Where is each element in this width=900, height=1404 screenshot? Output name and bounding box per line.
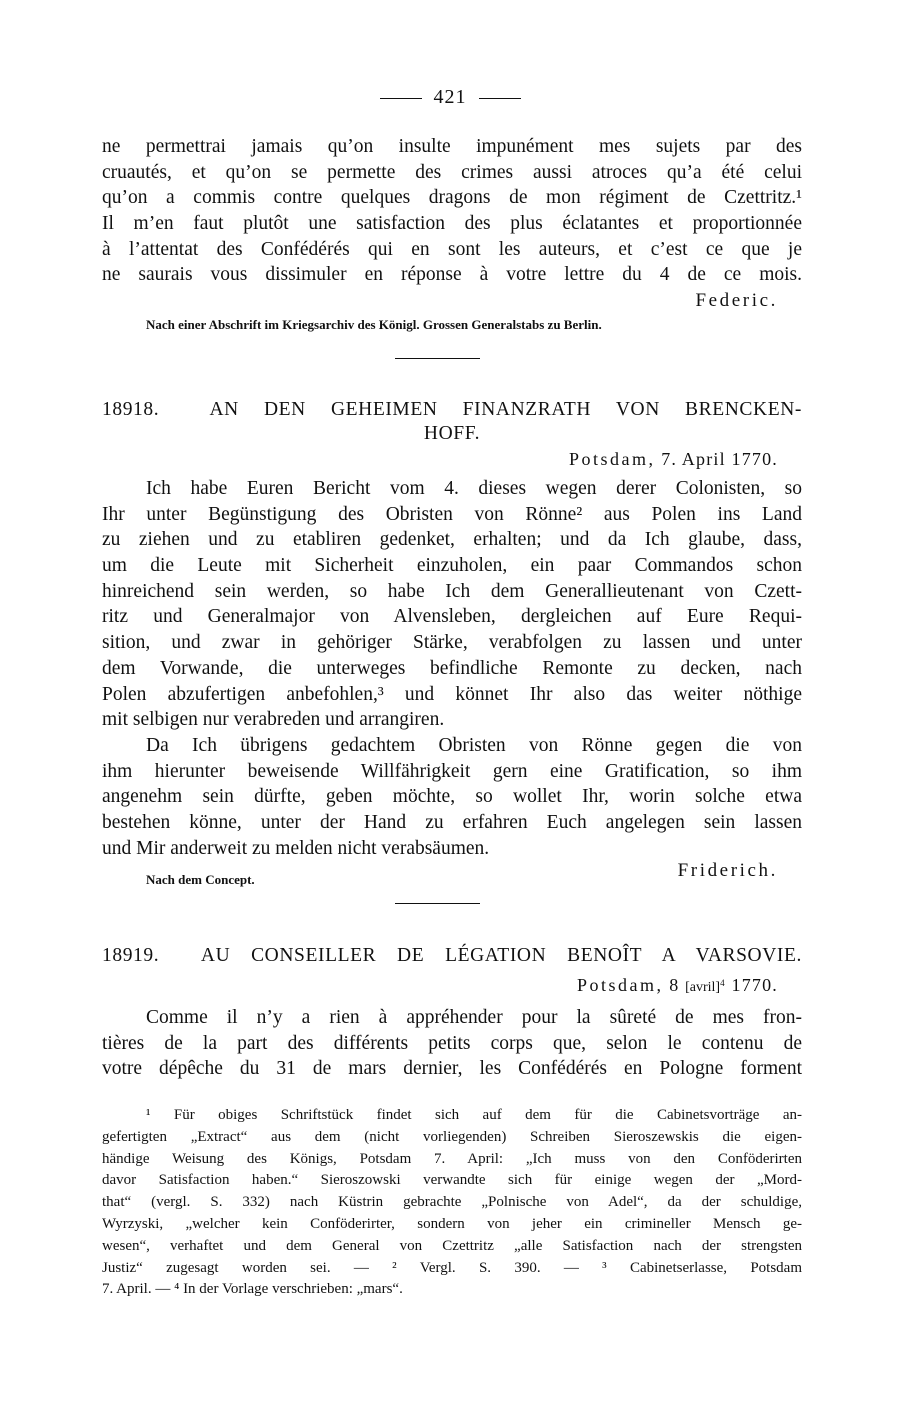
place: Potsdam,: [568, 449, 656, 469]
letter-heading-line: AU CONSEILLER DE LÉGATION BENOÎT A VARSOVIE.: [200, 945, 803, 966]
text-line: Da Ich übrigens gedachtem Obristen von Rönne gegen die von: [146, 734, 802, 756]
text-line: angenehm sein dürfte, geben möchte, so wollet Ihr, worin solche etwa: [102, 786, 802, 808]
text-line: votre dépêche du 31 de mars dernier, les Confédérés en Pologne forment: [102, 1058, 802, 1080]
text-line: und Mir anderweit zu melden nicht verabsäumen.: [102, 837, 490, 859]
text-line: Il m’en faut plutôt une satisfaction des plus éclatantes et proportionnée: [102, 213, 802, 235]
text-line: qu’on a commis contre quelques dragons de mon régiment de Czettritz.¹: [102, 187, 802, 209]
text-line: ne permettrai jamais qu’on insulte impunément mes sujets par des: [102, 136, 802, 157]
footnote-line: davor Satisfaction haben.“ Sieroszowski verwandte sich für einige wegen der „Mord-: [102, 1172, 802, 1189]
text-line: mit selbigen nur verabreden und arrangiren.: [102, 709, 445, 731]
text-line: Ihr unter Begünstigung des Obristen von Rönne² aus Polen ins Land: [102, 503, 802, 525]
date-bracket: [avril]: [685, 980, 721, 995]
text-line: tières de la part des différents petits corps que, selon le contenu de: [102, 1032, 802, 1054]
text-line: Ich habe Euren Bericht vom 4. dieses wegen derer Colonisten, so: [146, 478, 802, 499]
letter-number: 18918.: [102, 399, 160, 420]
date-year: 1770.: [731, 975, 778, 995]
letter-1-signature: Federic.: [695, 290, 778, 311]
letter-3-heading: [102, 944, 802, 968]
footnote-line: Justiz“ zugesagt worden sei. — ² Vergl. S. 390. — ³ Cabinetserlasse, Potsdam: [102, 1259, 802, 1276]
footnote-line: wesen“, verhaftet und dem General von Czettritz „alle Satisfaction nach der strengsten: [102, 1237, 802, 1254]
letter-2-source: Nach dem Concept.: [146, 872, 255, 887]
text-line: ritz und Generalmajor von Alvensleben, dergleichen auf Eure Requi-: [102, 606, 802, 628]
section-divider: [395, 903, 480, 904]
text-line: dem Vorwande, die unterweges befindliche Remonte zu decken, nach: [102, 657, 802, 679]
text-line: ihm hierunter beweisende Willfährigkeit gern eine Gratification, so ihm: [102, 760, 802, 782]
footnotes: [102, 1105, 802, 1301]
text-line: cruautés, et qu’on se permette des crimes aussi atroces qu’a été celui: [102, 161, 802, 183]
footnote-line: händige Weisung des Königs, Potsdam 7. April: „Ich muss von den Conföderirten: [102, 1150, 802, 1167]
page-number: 421: [0, 86, 900, 109]
place: Potsdam,: [576, 975, 664, 995]
section-divider: [395, 358, 480, 359]
text-line: ne saurais vous dissimuler en réponse à votre lettre du 4 de ce mois.: [102, 264, 802, 286]
page-number-dash-left: [380, 98, 422, 99]
text-line: Comme il n’y a rien à appréhender pour la sûreté de mes fron-: [146, 1007, 802, 1028]
footnote-line: Wyrzyski, „welcher kein Conföderirter, sondern von jeher ein crimineller Mensch ge-: [102, 1215, 802, 1232]
letter-3-dateline: [577, 975, 778, 996]
text-line: Polen abzufertigen anbefohlen,³ und könnet Ihr also das weiter nöthige: [102, 683, 802, 705]
footnote-marker: 4: [720, 978, 726, 988]
letter-2-signature: Friderich.: [677, 860, 778, 881]
text-line: hinreichend sein werden, so habe Ich dem Generallieutenant von Czett-: [102, 580, 802, 602]
footnote-line: that“ (vergl. S. 332) nach Küstrin gebrachte „Polnische von Adel“, da der schuldige,: [102, 1194, 802, 1211]
text-line: um die Leute mit Sicherheit einzuholen, ein paar Commandos schon: [102, 555, 802, 577]
text-line: bestehen könne, unter der Hand zu erfahren Euch angelegen sein lassen: [102, 811, 802, 833]
footnote-line: 7. April. — ⁴ In der Vorlage verschrieben: „mars“.: [102, 1281, 403, 1298]
letter-1-source: Nach einer Abschrift im Kriegsarchiv des Königl. Grossen Generalstabs zu Berlin.: [146, 317, 602, 332]
letter-number: 18919.: [102, 945, 160, 966]
letter-2-dateline: [569, 449, 778, 470]
letter-2-text: [102, 476, 802, 861]
page-number-dash-right: [479, 98, 521, 99]
letter-1-text: [102, 134, 802, 288]
date-day: 8: [669, 975, 680, 995]
text-line: zu ziehen und zu etabliren gedenket, erhalten; und da Ich glaube, dass,: [102, 529, 802, 551]
letter-2-heading: [102, 398, 802, 446]
text-line: à l’attentat des Confédérés qui en sont les auteurs, et c’est ce que je: [102, 238, 802, 260]
text-line: sition, und zwar in gehöriger Stärke, verabfolgen zu lassen und unter: [102, 632, 802, 654]
footnote-line: gefertigten „Extract“ aus dem (nicht vorliegenden) Schreiben Sieroszewskis die eigen-: [102, 1128, 802, 1145]
letter-heading-line: AN DEN GEHEIMEN FINANZRATH VON BRENCKEN-: [209, 399, 802, 420]
footnote-line: ¹ Für obiges Schriftstück findet sich auf dem für die Cabinetsvorträge an-: [146, 1107, 802, 1123]
letter-heading-line: HOFF.: [423, 423, 481, 444]
date: 7. April 1770.: [661, 449, 778, 469]
letter-3-text: [102, 1005, 802, 1082]
